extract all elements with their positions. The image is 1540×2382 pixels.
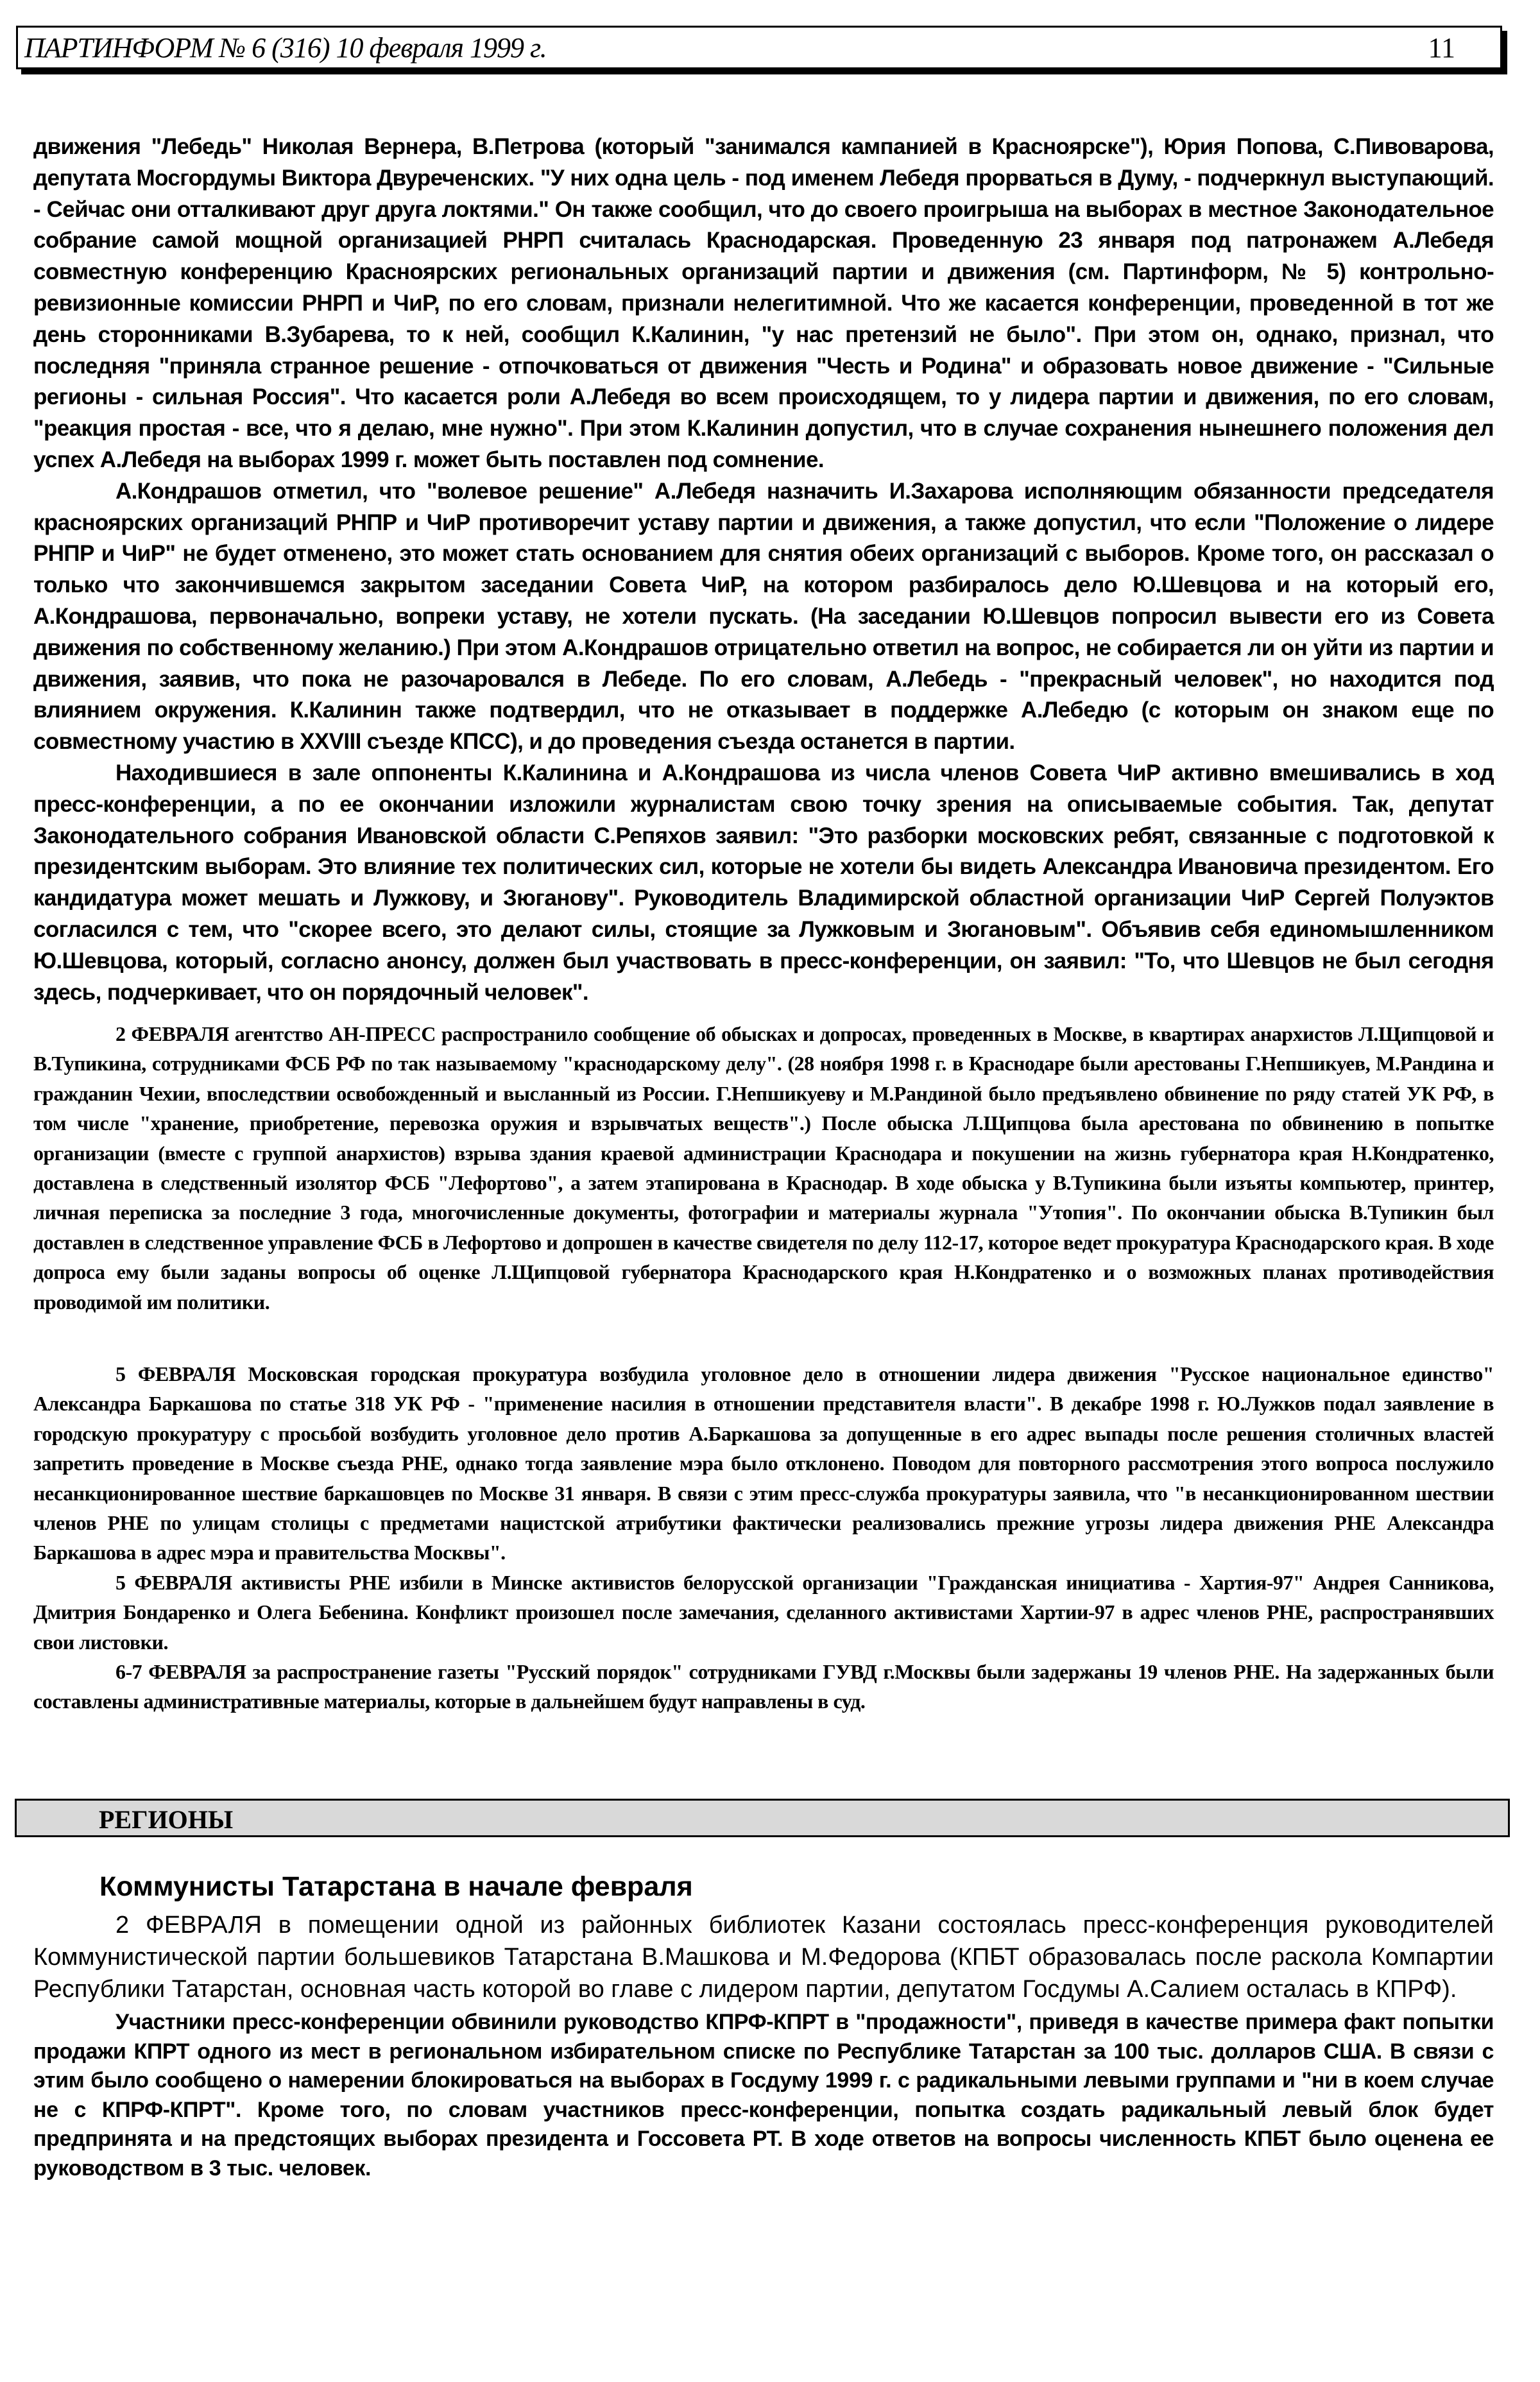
page-number: 11	[1428, 32, 1455, 64]
section-title: РЕГИОНЫ	[99, 1805, 234, 1834]
regional-article-body	[33, 1909, 1494, 2183]
lead-paragraph: 2 ФЕВРАЛЯ в помещении одной из районных библиотек Казани состоялась пресс-конференция руководителей Коммунистической партии большевиков Татарстана В.Машкова и М.Федорова (КПБТ образовалась после раскола Компартии Республики Татарстан, основная часть которой во главе с лидером партии, депутатом Госдумы А.Салием осталась в КПРФ).	[33, 1912, 1494, 2003]
paragraph: А.Кондрашов отметил, что "волевое решение" А.Лебедя назначить И.Захарова исполняющим обязанности председателя красноярских организаций РНПР и ЧиР противоречит уставу партии и движения, а также допустил, что если "Положение о лидере РНПР и ЧиР" не будет отменено, это может стать основанием для снятия обеих организаций с выборов. Кроме того, он рассказал о только что закончившемся закрытом заседании Совета ЧиР, на котором разбиралось дело Ю.Шевцова и на который его, А.Кондрашова, первоначально, вопреки уставу, не хотели пускать. (На заседании Ю.Шевцов попросил вывести его из Совета движения по собственному желанию.) При этом А.Кондрашов отрицательно ответил на вопрос, не собирается ли он уйти из партии и движения, заявив, что пока не разочаровался в Лебеде. По его словам, А.Лебедь - "прекрасный человек", но находится под влиянием окружения. К.Калинин также подтвердил, что не отказывает в поддержке А.Лебедю (с которым он знаком еще по совместному участию в XXVIII съезде КПСС), и до проведения съезда останется в партии.	[33, 478, 1494, 755]
publication-title: ПАРТИНФОРМ № 6 (316) 10 февраля 1999 г.	[24, 32, 547, 64]
news-block-2	[33, 1359, 1494, 1717]
news-item: 5 ФЕВРАЛЯ Московская городская прокуратура возбудила уголовное дело в отношении лидера движения "Русское национальное единство" Александра Баркашова по статье 318 УК РФ - "применение насилия в отношении представителя власти". В декабре 1998 г. Ю.Лужков подал заявление в городскую прокуратуру с просьбой возбудить уголовное дело против А.Баркашова за допущенные в его адрес выпады после решения столичных властей запретить проведение в Москве съезда РНЕ, однако тогда заявление мэра было отклонено. Поводом для повторного рассмотрения этого вопроса послужило несанкционированное шествие баркашовцев по Москве 31 января. В связи с этим пресс-служба прокуратуры заявила, что "в несанкционированном шествии членов РНЕ по улицам столицы с предметами нацистской атрибутики фактически реализовались прежние угрозы лидера движения РНЕ Александра Баркашова в адрес мэра и правительства Москвы".	[33, 1362, 1494, 1564]
paragraph: Участники пресс-конференции обвинили руководство КПРФ-КПРТ в "продажности", приведя в качестве примера факт попытки продажи КПРТ одного из мест в региональном избирательном списке по Республике Татарстан за 100 тыс. долларов США. В связи с этим было сообщено о намерении блокироваться на выборах в Госдуму 1999 г. с радикальными левыми группами и "ни в коем случае не с КПРФ-КПРТ". Кроме того, по словам участников пресс-конференции, попытка создать радикальный левый блок будет предпринята и на предстоящих выборах президента и Госсовета РТ. В ходе ответов на вопросы численность КПБТ было оценена ее руководством в 3 тыс. человек.	[33, 2010, 1494, 2181]
news-item: 2 ФЕВРАЛЯ агентство АН-ПРЕСС распространило сообщение об обысках и допросах, проведенных в Москве, в квартирах анархистов Л.Щипцовой и В.Тупикина, сотрудниками ФСБ РФ по так называемому "краснодарскому делу". (28 ноября 1998 г. в Краснодаре были арестованы Г.Непшикуев, М.Рандина и гражданин Чехии, впоследствии освобожденный и высланный из России. Г.Непшикуеву и М.Рандиной было предъявлено обвинение по ряду статей УК РФ, в том числе "хранение, приобретение, перевозка оружия и взрывчатых веществ".) После обыска Л.Щипцова была арестована по обвинению в попытке организации (вместе с группой анархистов) взрыва здания краевой администрации Краснодара и покушении на жизнь губернатора края Н.Кондратенко, доставлена в следственный изолятор ФСБ "Лефортово", а затем этапирована в Краснодар. В ходе обыска у В.Тупикина были изъяты компьютер, принтер, личная переписка за последние 3 года, многочисленные документы, фотографии и материалы журнала "Утопия". По окончании обыска В.Тупикин был доставлен в следственное управление ФСБ в Лефортово и допрошен в качестве свидетеля по делу 112-17, которое ведет прокуратура Краснодарского края. В ходе допроса ему были заданы вопросы об оценке Л.Щипцовой губернатора Краснодарского края Н.Кондратенко и о возможных планах противодействия проводимой им политики.	[33, 1022, 1494, 1314]
news-item: 5 ФЕВРАЛЯ активисты РНЕ избили в Минске активистов белорусской организации "Гражданская инициатива - Хартия-97" Андрея Санникова, Дмитрия Бондаренко и Олега Бебенина. Конфликт произошел после замечания, сделанного активистами Хартии-97 в адрес членов РНЕ, распространявших свои листовки.	[33, 1570, 1494, 1654]
section-header-bar	[15, 1799, 1510, 1837]
article-headline: Коммунисты Татарстана в начале февраля	[99, 1871, 693, 1902]
paragraph: движения "Лебедь" Николая Вернера, В.Петрова (который "занимался кампанией в Красноярске"), Юрия Попова, С.Пивоварова, депутата Мосгордумы Виктора Двуреченских. "У них одна цель - под именем Лебедя прорваться в Думу, - подчеркнул выступающий. - Сейчас они отталкивают друг друга локтями." Он также сообщил, что до своего проигрыша на выборах в местное Законодательное собрание самой мощной организацией РНРП считалась Краснодарская. Проведенную 23 января под патронажем А.Лебедя совместную конференцию Красноярских региональных организаций партии и движения (см. Партинформ, № 5) контрольно-ревизионные комиссии РНРП и ЧиР, по его словам, признали нелегитимной. Что же касается конференции, проведенной в тот же день сторонниками В.Зубарева, то к ней, сообщил К.Калинин, "у нас претензий не было". При этом он, однако, признал, что последняя "приняла странное решение - отпочковаться от движения "Честь и Родина" и образовать новое движение - "Сильные регионы - сильная Россия". Что касается роли А.Лебедя во всем происходящем, то у лидера партии и движения, по его словам, "реакция простая - все, что я делаю, мне нужно". При этом К.Калинин допустил, что в случае сохранения нынешнего положения дел успех А.Лебедя на выборах 1999 г. может быть поставлен под сомнение.	[33, 134, 1494, 472]
news-item: 6-7 ФЕВРАЛЯ за распространение газеты "Русский порядок" сотрудниками ГУВД г.Москвы были задержаны 19 членов РНЕ. На задержанных были составлены административные материалы, которые в дальнейшем будут направлены в суд.	[33, 1660, 1494, 1713]
news-block-1	[33, 1019, 1494, 1317]
article-continued	[33, 132, 1494, 1008]
page-header	[16, 26, 1502, 69]
paragraph: Находившиеся в зале оппоненты К.Калинина и А.Кондрашова из числа членов Совета ЧиР активно вмешивались в ход пресс-конференции, а по ее окончании изложили журналистам свою точку зрения на описываемые события. Так, депутат Законодательного собрания Ивановской области С.Репяхов заявил: "Это разборки московских ребят, связанные с подготовкой к президентским выборам. Это влияние тех политических сил, которые не хотели бы видеть Александра Ивановича президентом. Его кандидатура может мешать и Лужкову, и Зюганову". Руководитель Владимирской областной организации ЧиР Сергей Полуэктов согласился с тем, что "скорее всего, это делают силы, стоящие за Лужковым и Зюгановым". Объявив себя единомышленником Ю.Шевцова, который, согласно анонсу, должен был участвовать в пресс-конференции, он заявил: "То, что Шевцов не был сегодня здесь, подчеркивает, что он порядочный человек".	[33, 760, 1494, 1005]
